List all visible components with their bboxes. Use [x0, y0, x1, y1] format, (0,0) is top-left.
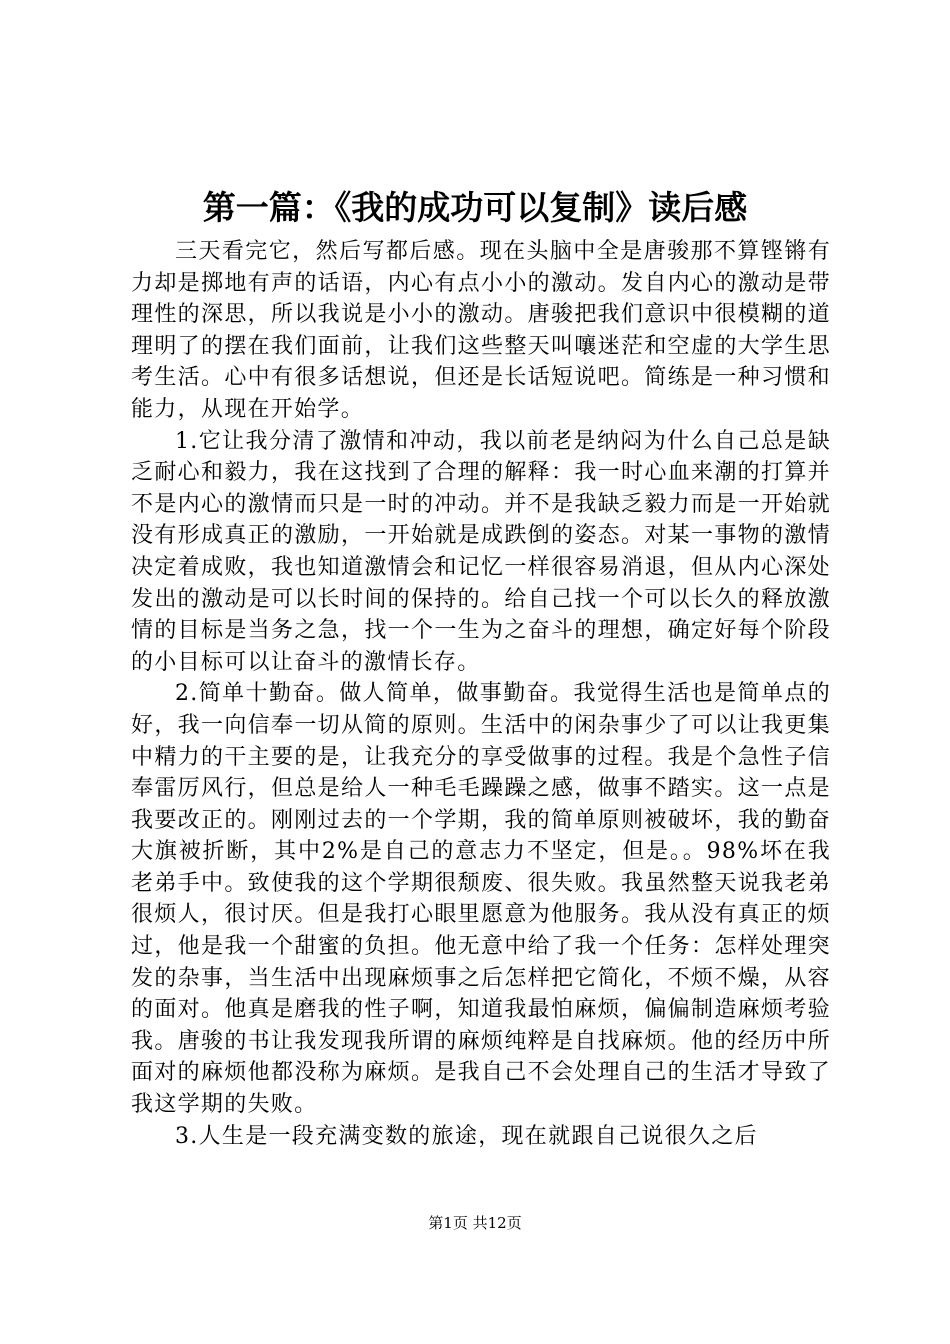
- paragraph: 3.人生是一段充满变数的旅途，现在就跟自己说很久之后: [175, 1123, 758, 1149]
- paragraph: 1.它让我分清了激情和冲动，我以前老是纳闷为什么自己总是缺乏耐心和毅力，我在这找到了合理的解释：我一时心血来潮的打算并不是内心的激情而只是一时的冲动。并不是我缺乏毅力而是一开始就没有形成真正的激励，一开始就是成跌倒的姿态。对某一事物的激情决定着成败，我也知道激情会和记忆一样很容易消退，但从内心深处发出的激动是可以长时间的保持的。给自己找一个可以长久的释放激情的目标是当务之急，找一个一生为之奋斗的理想，确定好每个阶段的小目标可以让奋斗的激情长存。: [131, 428, 831, 675]
- paragraph: 三天看完它，然后写都后感。现在头脑中全是唐骏那不算铿锵有力却是掷地有声的话语，内心有点小小的激动。发自内心的激动是带理性的深思，所以我说是小小的激动。唐骏把我们意识中很模糊的道理明了的摆在我们面前，让我们这些整天叫嚷迷茫和空虚的大学生思考生活。心中有很多话想说，但还是长话短说吧。简练是一种习惯和能力，从现在开始学。: [131, 239, 831, 422]
- document-body: [131, 236, 831, 1152]
- paragraph: 2.简单十勤奋。做人简单，做事勤奋。我觉得生活也是简单点的好，我一向信奉一切从简的原则。生活中的闲杂事少了可以让我更集中精力的干主要的是，让我充分的享受做事的过程。我是个急性子信奉雷厉风行，但总是给人一种毛毛躁躁之感，做事不踏实。这一点是我要改正的。刚刚过去的一个学期，我的简单原则被破坏，我的勤奋大旗被折断，其中2%是自己的意志力不坚定，但是。。98%坏在我老弟手中。致使我的这个学期很颓废、很失败。我虽然整天说我老弟很烦人，很讨厌。但是我打心眼里愿意为他服务。我从没有真正的烦过，他是我一个甜蜜的负担。他无意中给了我一个任务：怎样处理突发的杂事，当生活中出现麻烦事之后怎样把它简化，不烦不燥，从容的面对。他真是磨我的性子啊，知道我最怕麻烦，偏偏制造麻烦考验我。唐骏的书让我发现我所谓的麻烦纯粹是自找麻烦。他的经历中所面对的麻烦他都没称为麻烦。是我自己不会处理自己的生活才导致了我这学期的失败。: [131, 681, 831, 1118]
- page-number: 第1页 共12页: [428, 1214, 522, 1232]
- document-title: 第一篇：《我的成功可以复制》读后感: [202, 188, 748, 227]
